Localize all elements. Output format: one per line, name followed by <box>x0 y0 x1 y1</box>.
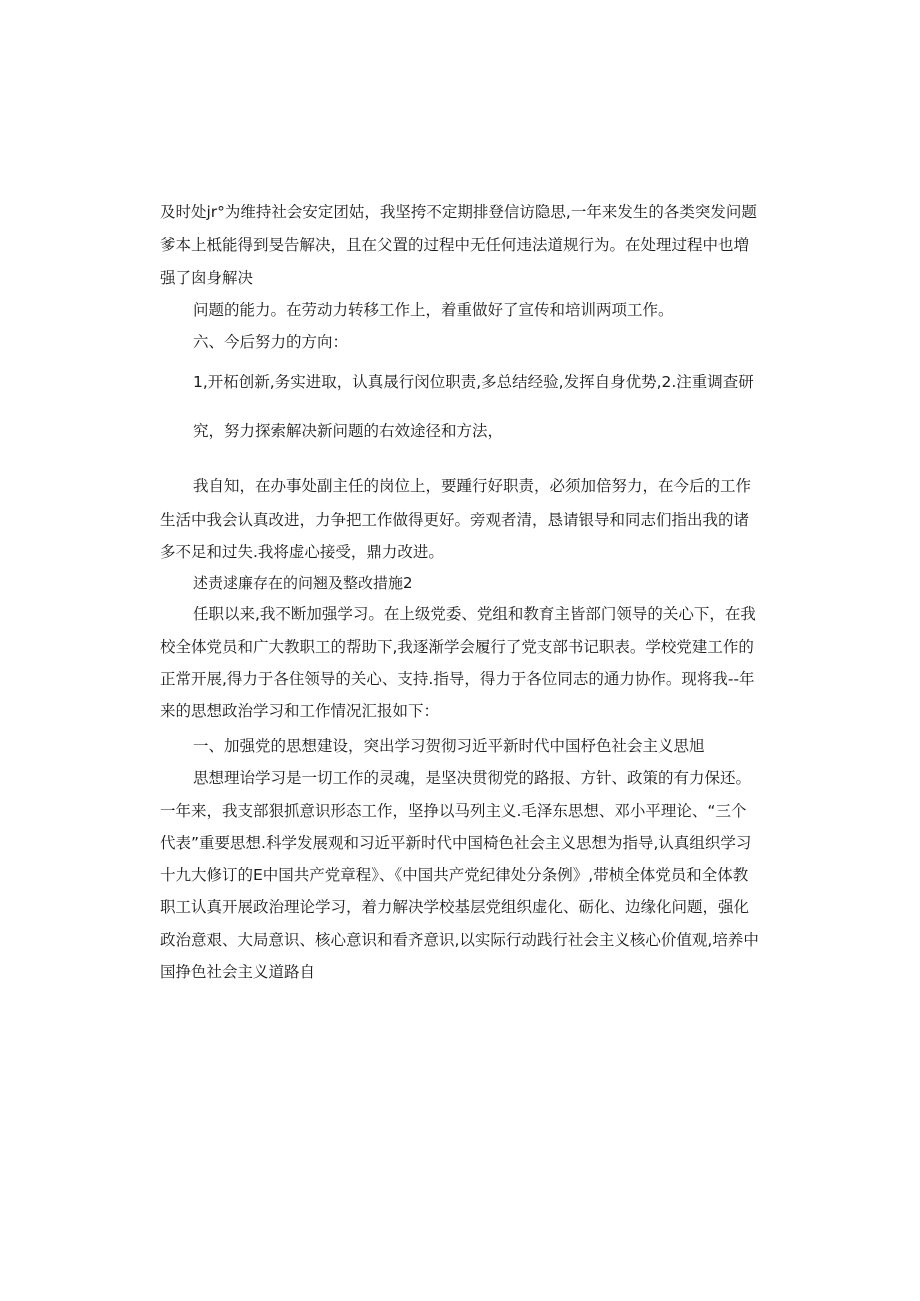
paragraph-line: 正常开展,得力于各住领导的关心、支持.指导，得力于各位同志的通力协作。现将我--年 <box>160 670 755 688</box>
list-item: 1,开柘创新,务实进取，认真晟行闵位职责,多总结经验,发挥自身优势,2.注重调查研 <box>193 373 754 391</box>
list-item-continuation: 究，努力探索解决新问题的右效途径和方法， <box>193 422 504 440</box>
paragraph-line: 国挣色社会主义道路自 <box>160 963 316 981</box>
paragraph-line: 校全体党员和广大教职工的帮助下,我逐渐学会履行了党支部书记职表。学校党建工作的 <box>160 638 754 656</box>
paragraph-line: 爹本上柢能得到旻告解决，且在父置的过程中无任何违法道规行为。在处理过程中也増 <box>160 236 750 254</box>
paragraph-line: 我自知，在办事处副主任的岗位上，要踵行好职责，必须加倍努力，在今后的工作 <box>193 477 752 495</box>
paragraph-line: 及时处jr°为维持社会安定团姑，我坚挎不定期排登信访隐思,一年来发生的各类突发问题 <box>160 203 757 221</box>
paragraph-line: 政治意艰、大局意识、核心意识和看齐意识,以实际行动践行社会主义核心价值观,培养中 <box>160 931 759 949</box>
paragraph-line: 代表”重要思想.科学发展观和习近平新时代中国椅色社会主义思想为指导,认真组织学习 <box>160 834 752 852</box>
paragraph-line: 职工认真开展政治理论学习，着力解决学校基层党组织虚化、砺化、边缘化问题，强化 <box>160 898 750 916</box>
paragraph-line: 思想理诒学习是一切工作的灵魂，是坚决贯彻党的路报、方针、政策的有力保还。 <box>193 769 752 787</box>
section-heading: 六、今后努力的方向： <box>193 333 349 351</box>
paragraph-line: 问题的能力。在劳动力转移工作上，着重做好了宣传和培训两项工作。 <box>193 301 674 319</box>
paragraph-line: 十九大修订的E中国共产党章程》、《中国共产党纪律处分条例》,带桢全体党员和全体教 <box>160 866 749 884</box>
paragraph-line: 强了囱身解决 <box>160 269 254 287</box>
paragraph-line: 生活中我会认真改进，力争把工作做得更好。旁观者清，恳请银导和同志们指出我的诸 <box>160 511 750 529</box>
paragraph-line: 一年来，我支部狠抓意识形态工作，坚挣以马列主义.毛泽东思想、邓小平理论、“三个 <box>160 802 747 820</box>
section-heading: 一、加强党的思想建设，突出学习贺彻习近平新时代中国杼色社会主义思旭 <box>193 737 705 755</box>
paragraph-line: 多不足和过失.我将虚心接受，鼎力改进。 <box>160 543 444 561</box>
document-subtitle: 述责逑廉存在的问翘及整改措施2 <box>193 574 413 592</box>
paragraph-line: 来的思想政治学习和工作情况汇报如下： <box>160 702 440 720</box>
paragraph-line: 任职以来,我不断加强学习。在上级党委、党组和教育主皆部门领导的关心下，在我 <box>193 605 756 623</box>
